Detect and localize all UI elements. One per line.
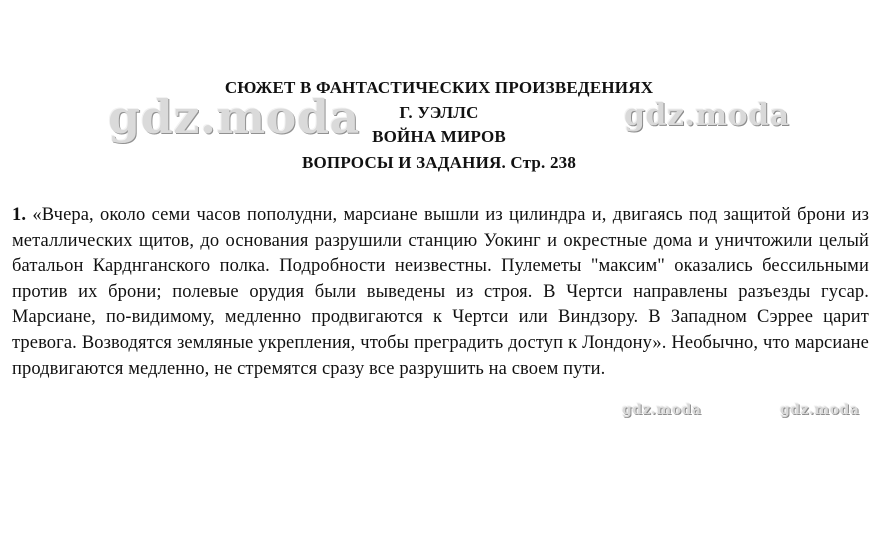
answer-paragraph — [12, 203, 869, 382]
heading-author: Г. УЭЛЛС — [399, 103, 479, 122]
watermark-small-1: gdz.moda — [622, 402, 702, 418]
answer-text: «Вчера, около семи часов пополудни, марсиане вышли из цилиндра и, двигаясь под защитой брони из металлических щитов, до основания разрушили станцию Уокинг и окрестные дома и уничтожили целый батальон Карднганского полка. Подробности неизвестны. Пулеметы "максим" оказались бессильными против их брони; полевые орудия были выведены из строя. В Чертси направлены разъезды гусар. Марсиане, по-видимому, медленно продвигаются к Чертси или Виндзору. В Западном Сэррее царит тревога. Возводятся земляные укрепления, чтобы преградить доступ к Лондону». Необычно, что марсиане продвигаются медленно, не стремятся сразу все разрушить на своем пути. — [12, 205, 869, 379]
heading-questions-page: ВОПРОСЫ И ЗАДАНИЯ. Стр. 238 — [301, 153, 577, 172]
watermark-small-2: gdz.moda — [780, 402, 860, 418]
answer-number: 1. — [12, 205, 27, 225]
heading-topic: СЮЖЕТ В ФАНТАСТИЧЕСКИХ ПРОИЗВЕДЕНИЯХ — [224, 78, 654, 97]
watermark-large-left: gdz.moda — [108, 90, 360, 144]
heading-work-title: ВОЙНА МИРОВ — [372, 127, 506, 146]
watermark-large-right: gdz.moda — [624, 98, 790, 133]
